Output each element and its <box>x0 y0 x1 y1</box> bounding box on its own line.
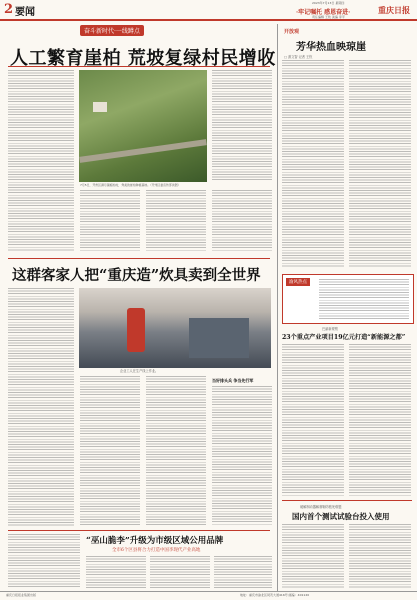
slogan: ·牢记嘱托 感恩奋进· <box>296 9 351 16</box>
second-top-rule <box>8 258 270 259</box>
right-middle-body-col1 <box>282 344 344 496</box>
lead-body-col4 <box>146 190 206 252</box>
section-title: 要闻 <box>15 7 35 18</box>
lead-headline-rule <box>8 66 270 67</box>
masthead-rule <box>0 19 417 21</box>
second-subhead: 当好排头兵 争当先行军 <box>212 378 254 383</box>
right-middle-tag: 渝风热点 <box>286 278 310 286</box>
page-number: 2 <box>4 2 14 17</box>
lead-body-col5 <box>212 190 272 252</box>
lead-banner <box>72 24 192 38</box>
second-body-col4 <box>212 386 272 526</box>
lead-photo <box>79 70 207 182</box>
right-top-kicker: 开放观 <box>284 29 300 35</box>
robot-arm <box>127 308 145 352</box>
right-bottom-headline: 国内首个测试试验台投入使用 <box>292 512 390 521</box>
right-bottom-rule <box>282 500 412 501</box>
lead-body-col2 <box>212 70 272 182</box>
bottom-body-col2 <box>86 556 146 588</box>
lead-body-col1 <box>8 70 74 252</box>
right-middle-box <box>282 274 414 324</box>
right-top-byline: □ 游文智 记者 王钦 <box>284 55 313 59</box>
right-middle-body-col2 <box>349 344 411 496</box>
bottom-body-col4 <box>214 556 272 588</box>
banner-label: 奋斗新时代·一线蹲点 <box>80 25 144 36</box>
date-line: 2023年7月13日 星期四 <box>312 1 345 5</box>
right-bottom-body-col1 <box>282 524 344 588</box>
bottom-top-rule <box>8 530 270 531</box>
second-body-col3 <box>146 376 206 526</box>
bottom-body-col1 <box>8 534 80 588</box>
paper-name: 重庆日报 <box>378 5 410 15</box>
column-divider <box>277 24 278 592</box>
bottom-body-col3 <box>150 556 210 588</box>
second-photo <box>79 288 271 368</box>
bottom-headline: “巫山脆李”升级为市级区域公用品牌 <box>86 536 224 546</box>
lead-headline: 人工繁育崖柏 荒坡复绿村民增收 <box>10 48 276 69</box>
lead-body-col3 <box>80 190 140 252</box>
right-bottom-kicker: 破解制动器解刹勒防抱死难题 <box>300 505 342 509</box>
right-top-body-col2 <box>349 60 411 268</box>
footer-left: 重庆日报报业集团出版 <box>6 593 37 597</box>
machine-block <box>189 318 249 358</box>
lead-photo-caption: 7月5日，开州区满月镇蜡柏村，秀美的崖柏种植基地。（开州区委宣传部供图） <box>80 183 181 187</box>
right-top-headline: 芳华热血映琼崖 <box>296 42 366 53</box>
right-top-body-col1 <box>282 60 344 268</box>
bottom-subhead: 全市6个区县将合力打造中国李现代产业高地 <box>112 548 201 553</box>
right-middle-box-text <box>319 279 409 319</box>
house-shape <box>93 102 107 112</box>
second-headline: 这群客家人把“重庆造”炊具卖到全世界 <box>12 267 261 284</box>
editors-line: 责任编辑 王钦 美编 李平 <box>312 15 345 19</box>
second-body-col1 <box>8 288 74 526</box>
footer-right: 地址：重庆市渝北区同茂大道416号 邮编：401120 <box>240 593 310 597</box>
right-middle-kicker: 巴渝新观察 <box>322 327 338 331</box>
footer-rule <box>0 591 417 592</box>
road-shape <box>79 139 207 163</box>
second-photo-caption: 企业工人在生产线上作业。 <box>120 369 159 373</box>
masthead <box>0 0 417 22</box>
right-middle-headline: 23个重点产业项目19亿元打造“新能源之都” <box>282 334 406 341</box>
right-bottom-body-col2 <box>349 524 411 588</box>
second-body-col2 <box>80 376 140 526</box>
